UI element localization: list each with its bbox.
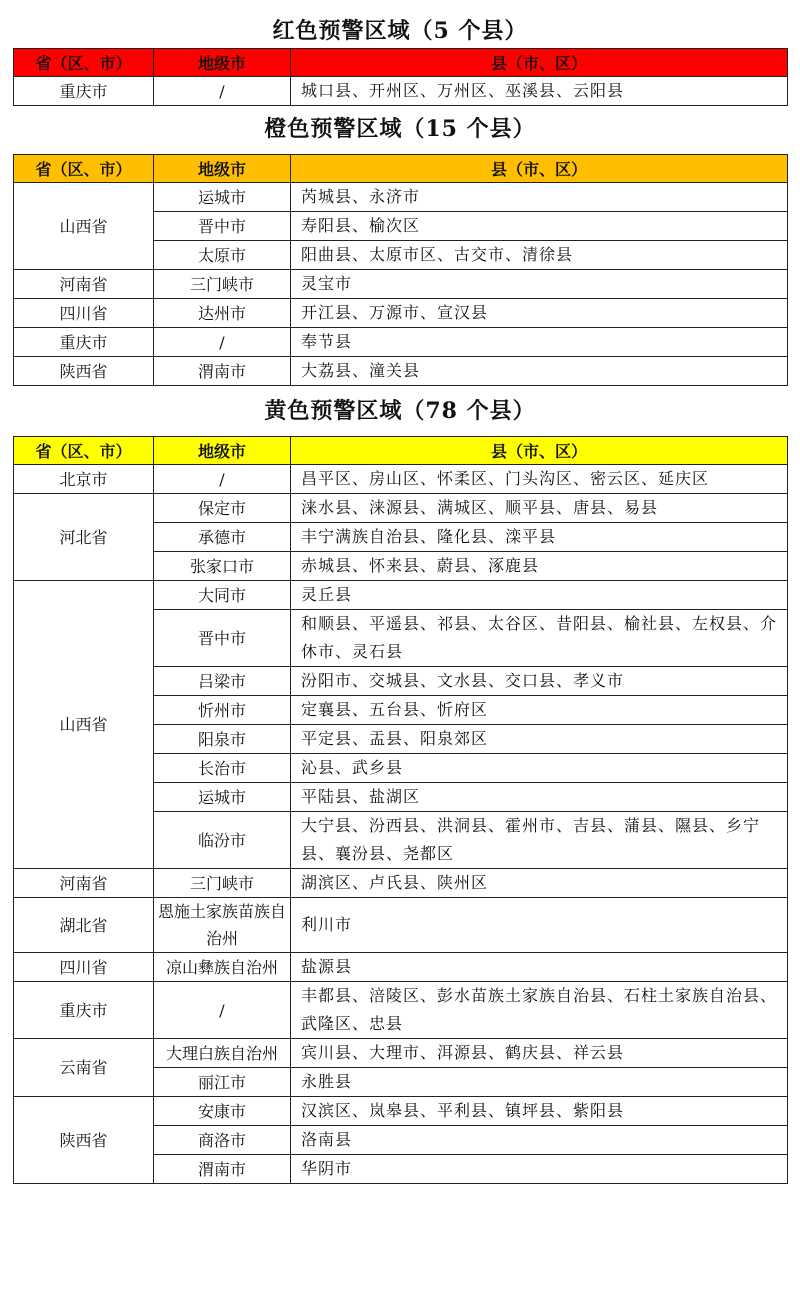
header-county: 县（市、区） [291,155,788,183]
orange-warning-section [0,106,800,386]
city-cell: 三门峡市 [154,869,291,898]
yellow-warning-table [13,436,788,1184]
county-cell: 开江县、万源市、宣汉县 [291,299,788,328]
table-row [14,869,788,898]
table-row [14,183,788,212]
province-cell: 重庆市 [14,982,154,1039]
header-city: 地级市 [154,437,291,465]
county-cell: 寿阳县、榆次区 [291,212,788,241]
county-cell: 永胜县 [291,1068,788,1097]
yellow-section-title: 黄色预警区域（78 个县） [264,398,536,424]
city-cell: 阳泉市 [154,725,291,754]
county-cell: 奉节县 [291,328,788,357]
city-cell: 大理白族自治州 [154,1039,291,1068]
orange-warning-table [13,154,788,386]
table-row [14,357,788,386]
county-cell: 定襄县、五台县、忻府区 [291,696,788,725]
header-county: 县（市、区） [291,49,788,77]
city-cell: 临汾市 [154,812,291,869]
county-cell: 灵宝市 [291,270,788,299]
province-cell: 四川省 [14,953,154,982]
city-cell: 晋中市 [154,610,291,667]
province-cell: 河北省 [14,494,154,581]
county-cell: 盐源县 [291,953,788,982]
county-cell: 芮城县、永济市 [291,183,788,212]
county-cell: 华阴市 [291,1155,788,1184]
city-cell: 保定市 [154,494,291,523]
table-row [14,328,788,357]
city-cell: 忻州市 [154,696,291,725]
province-cell: 山西省 [14,183,154,270]
table-row [14,465,788,494]
city-cell: 凉山彝族自治州 [154,953,291,982]
city-cell: 三门峡市 [154,270,291,299]
header-city: 地级市 [154,155,291,183]
header-province: 省（区、市） [14,437,154,465]
county-cell: 阳曲县、太原市区、古交市、清徐县 [291,241,788,270]
city-cell: 渭南市 [154,357,291,386]
province-cell: 四川省 [14,299,154,328]
county-cell: 汉滨区、岚皋县、平利县、镇坪县、紫阳县 [291,1097,788,1126]
table-row [14,982,788,1039]
red-warning-section [0,0,800,106]
city-cell: 丽江市 [154,1068,291,1097]
county-cell: 丰都县、涪陵区、彭水苗族土家族自治县、石柱土家族自治县、武隆区、忠县 [291,982,788,1039]
yellow-warning-section [0,386,800,1184]
city-cell: / [154,328,291,357]
province-cell: 云南省 [14,1039,154,1097]
table-row [14,1097,788,1126]
table-row [14,77,788,106]
city-cell: 长治市 [154,754,291,783]
city-cell: 达州市 [154,299,291,328]
red-warning-table [13,48,788,106]
header-province: 省（区、市） [14,49,154,77]
table-header-row [14,49,788,77]
table-row [14,270,788,299]
city-cell: 运城市 [154,183,291,212]
orange-section-title: 橙色预警区域（15 个县） [264,116,536,142]
city-cell: 运城市 [154,783,291,812]
province-cell: 陕西省 [14,357,154,386]
county-cell: 沁县、武乡县 [291,754,788,783]
red-section-title: 红色预警区域（5 个县） [272,18,528,44]
header-province: 省（区、市） [14,155,154,183]
county-cell: 大荔县、潼关县 [291,357,788,386]
city-cell: 张家口市 [154,552,291,581]
table-row [14,299,788,328]
county-cell: 平陆县、盐湖区 [291,783,788,812]
county-cell: 赤城县、怀来县、蔚县、涿鹿县 [291,552,788,581]
county-cell: 大宁县、汾西县、洪洞县、霍州市、吉县、蒲县、隰县、乡宁县、襄汾县、尧都区 [291,812,788,869]
county-cell: 宾川县、大理市、洱源县、鹤庆县、祥云县 [291,1039,788,1068]
city-cell: 商洛市 [154,1126,291,1155]
county-cell: 城口县、开州区、万州区、巫溪县、云阳县 [291,77,788,106]
city-cell: / [154,465,291,494]
county-cell: 湖滨区、卢氏县、陕州区 [291,869,788,898]
province-cell: 北京市 [14,465,154,494]
province-cell: 山西省 [14,581,154,869]
table-row [14,581,788,610]
header-city: 地级市 [154,49,291,77]
table-row [14,953,788,982]
city-cell: 安康市 [154,1097,291,1126]
county-cell: 汾阳市、交城县、文水县、交口县、孝义市 [291,667,788,696]
county-cell: 昌平区、房山区、怀柔区、门头沟区、密云区、延庆区 [291,465,788,494]
city-cell: 太原市 [154,241,291,270]
county-cell: 丰宁满族自治县、隆化县、滦平县 [291,523,788,552]
province-cell: 重庆市 [14,77,154,106]
county-cell: 和顺县、平遥县、祁县、太谷区、昔阳县、榆社县、左权县、介休市、灵石县 [291,610,788,667]
city-cell: 渭南市 [154,1155,291,1184]
city-cell: 大同市 [154,581,291,610]
table-row [14,1039,788,1068]
city-cell: / [154,982,291,1039]
province-cell: 湖北省 [14,898,154,953]
province-cell: 陕西省 [14,1097,154,1184]
county-cell: 洛南县 [291,1126,788,1155]
city-cell: / [154,77,291,106]
city-cell: 承德市 [154,523,291,552]
county-cell: 平定县、盂县、阳泉郊区 [291,725,788,754]
table-header-row [14,155,788,183]
province-cell: 河南省 [14,869,154,898]
table-header-row [14,437,788,465]
province-cell: 重庆市 [14,328,154,357]
city-cell: 晋中市 [154,212,291,241]
county-cell: 涞水县、涞源县、满城区、顺平县、唐县、易县 [291,494,788,523]
county-cell: 灵丘县 [291,581,788,610]
table-row [14,494,788,523]
county-cell: 利川市 [291,898,788,953]
city-cell: 吕梁市 [154,667,291,696]
city-cell: 恩施土家族苗族自治州 [154,898,291,953]
table-row [14,898,788,953]
header-county: 县（市、区） [291,437,788,465]
province-cell: 河南省 [14,270,154,299]
